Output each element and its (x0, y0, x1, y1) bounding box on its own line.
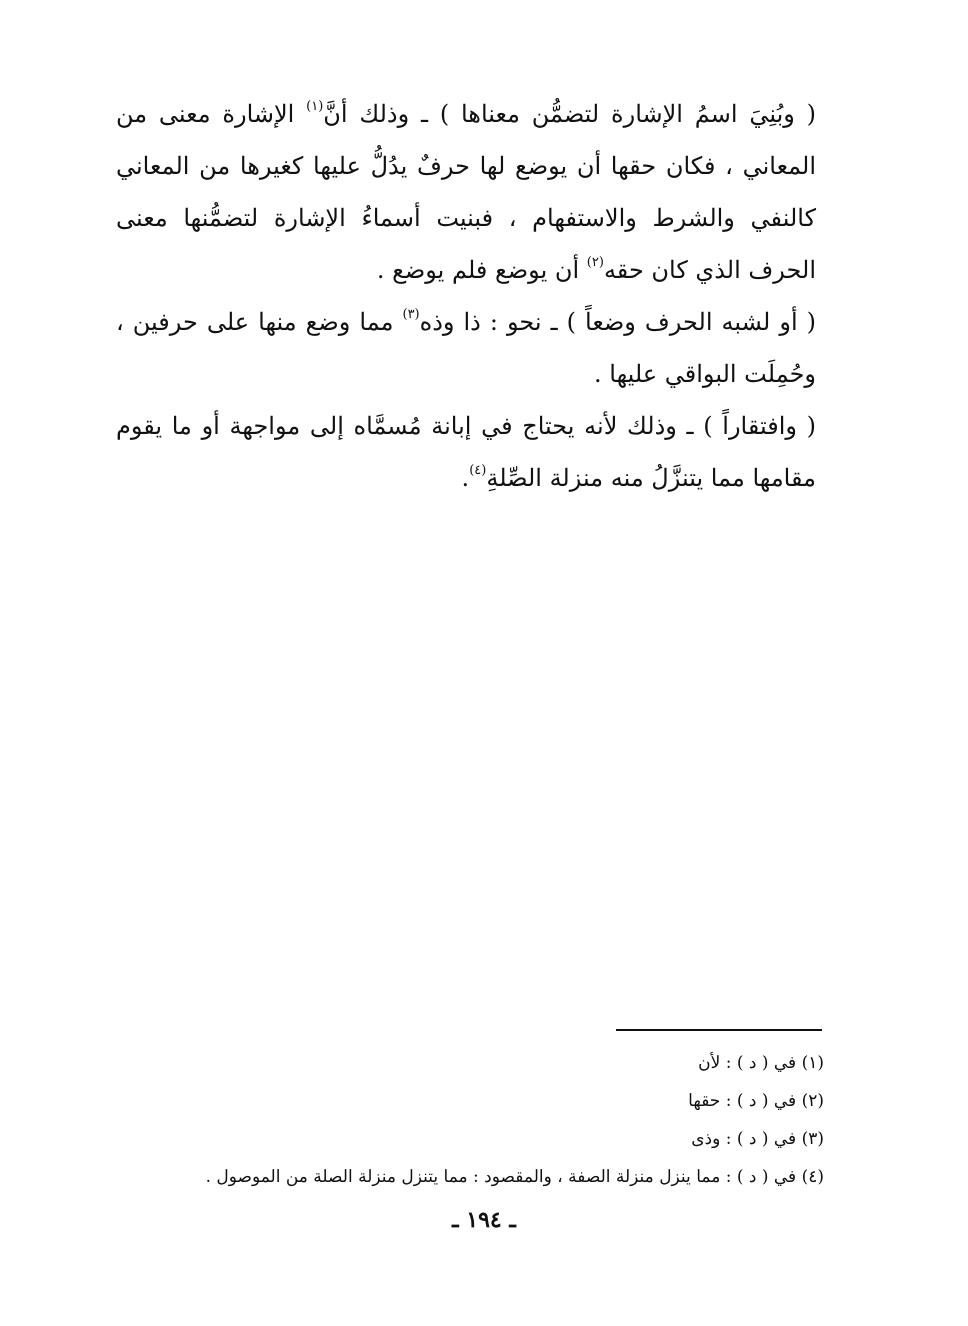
main-text (116, 88, 816, 504)
footnote-1: (١) في ( د ) : لأن (698, 1053, 824, 1073)
footnote-divider (616, 1029, 822, 1031)
paragraph-2 (116, 296, 816, 400)
paragraph-3-text-b: . (461, 464, 470, 492)
footnote-ref-4: (٤) (469, 463, 487, 478)
footnote-ref-3: (٣) (402, 307, 420, 322)
paragraph-1 (116, 88, 816, 296)
paragraph-1-text-a: ( وبُنِيَ اسمُ الإشارة لتضمُّن معناها ) ـ وذلك أنَّ (323, 100, 816, 128)
paragraph-3 (116, 400, 816, 504)
paragraph-1-text-c: أن يوضع فلم يوضع . (376, 256, 587, 284)
footnote-ref-1: (١) (306, 99, 324, 114)
footnote-3: (٣) في ( د ) : وذى (691, 1129, 824, 1149)
footnote-ref-2: (٢) (586, 255, 604, 270)
footnotes (200, 1044, 824, 1196)
footnote-2: (٢) في ( د ) : حقها (688, 1091, 824, 1111)
paragraph-2-text-b: مما وضع منها على حرفين ، وحُمِلَت البواقي عليها . (116, 308, 816, 388)
paragraph-2-text-a: ( أو لشبه الحرف وضعاً ) ـ نحو : ذا وذه (419, 308, 817, 336)
paragraph-1-text-b: الإشارة معنى من المعاني ، فكان حقها أن يوضع لها حرفٌ يدُلُّ عليها كغيرها من المعاني كالنفي والشرط والاستفهام ، فبنيت أسماءُ الإشارة لتضمُّنها معنى الحرف الذي كان حقه (116, 100, 816, 284)
footnote-4: (٤) في ( د ) : مما ينزل منزلة الصفة ، والمقصود : مما يتنزل منزلة الصلة من الموصول . (205, 1167, 824, 1187)
page-number: ـ ١٩٤ ـ (452, 1207, 516, 1233)
paragraph-3-text-a: ( وافتقاراً ) ـ وذلك لأنه يحتاج في إبانة مُسمَّاه إلى مواجهة أو ما يقوم مقامها مما يتنزَّلُ منه منزلة الصِّلةِ (116, 412, 816, 492)
